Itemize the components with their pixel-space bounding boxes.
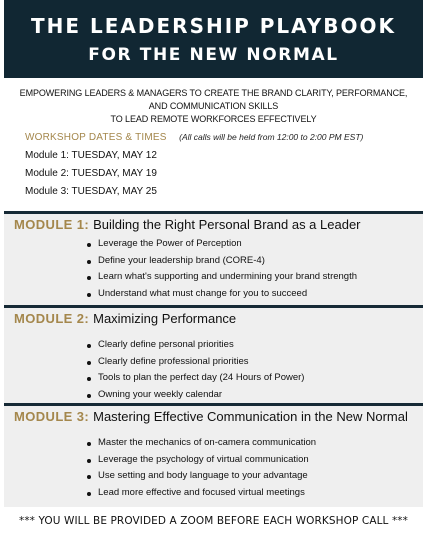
schedule-date-3: Module 3: TUESDAY, MAY 25 [25, 186, 157, 197]
list-item: Understand what must change for you to succeed [86, 286, 357, 303]
list-item: Leverage the Power of Perception [86, 236, 357, 253]
module-1-heading [14, 217, 361, 232]
module-3-number: MODULE 3: [14, 409, 90, 424]
list-item: Tools to plan the perfect day (24 Hours of Power) [86, 370, 304, 387]
module-2-title: Maximizing Performance [93, 311, 237, 326]
list-item: Leverage the psychology of virtual communication [86, 452, 316, 469]
tagline-line-2: TO LEAD REMOTE WORKFORCES EFFECTIVELY [110, 114, 317, 124]
footer-notice: *** YOU WILL BE PROVIDED A ZOOM BEFORE EACH WORKSHOP CALL *** [18, 515, 408, 527]
list-item: Learn what's supporting and undermining your brand strength [86, 269, 357, 286]
module-1-number: MODULE 1: [14, 217, 90, 232]
list-item: Owning your weekly calendar [86, 387, 304, 404]
module-2-bullets [86, 337, 304, 404]
module-3-bullets [86, 435, 316, 502]
schedule-note: (All calls will be held from 12:00 to 2:00 PM EST) [179, 132, 364, 142]
module-2-heading [14, 311, 236, 326]
schedule-heading [25, 127, 363, 141]
page-subtitle: FOR THE NEW NORMAL [88, 45, 339, 65]
schedule-date-2: Module 2: TUESDAY, MAY 19 [25, 168, 157, 179]
module-3-section [4, 403, 423, 507]
module-2-section [4, 305, 423, 403]
module-3-heading [14, 409, 408, 424]
list-item: Clearly define personal priorities [86, 337, 304, 354]
module-1-section [4, 211, 423, 305]
tagline-line-1: EMPOWERING LEADERS & MANAGERS TO CREATE THE BRAND CLARITY, PERFORMANCE, AND COMMUNICATION SKILLS [19, 88, 408, 111]
page-title: THE LEADERSHIP PLAYBOOK [31, 14, 396, 38]
schedule-date-1: Module 1: TUESDAY, MAY 12 [25, 150, 157, 161]
title-banner [4, 0, 423, 78]
list-item: Use setting and body language to your advantage [86, 468, 316, 485]
module-1-title: Building the Right Personal Brand as a Leader [93, 217, 361, 232]
list-item: Define your leadership brand (CORE-4) [86, 253, 357, 270]
tagline [10, 87, 417, 126]
module-2-number: MODULE 2: [14, 311, 90, 326]
module-1-bullets [86, 236, 357, 303]
list-item: Master the mechanics of on-camera communication [86, 435, 316, 452]
list-item: Lead more effective and focused virtual meetings [86, 485, 316, 502]
module-3-title: Mastering Effective Communication in the New Normal [93, 409, 408, 424]
list-item: Clearly define professional priorities [86, 354, 304, 371]
schedule-label: WORKSHOP DATES & TIMES [25, 132, 167, 143]
